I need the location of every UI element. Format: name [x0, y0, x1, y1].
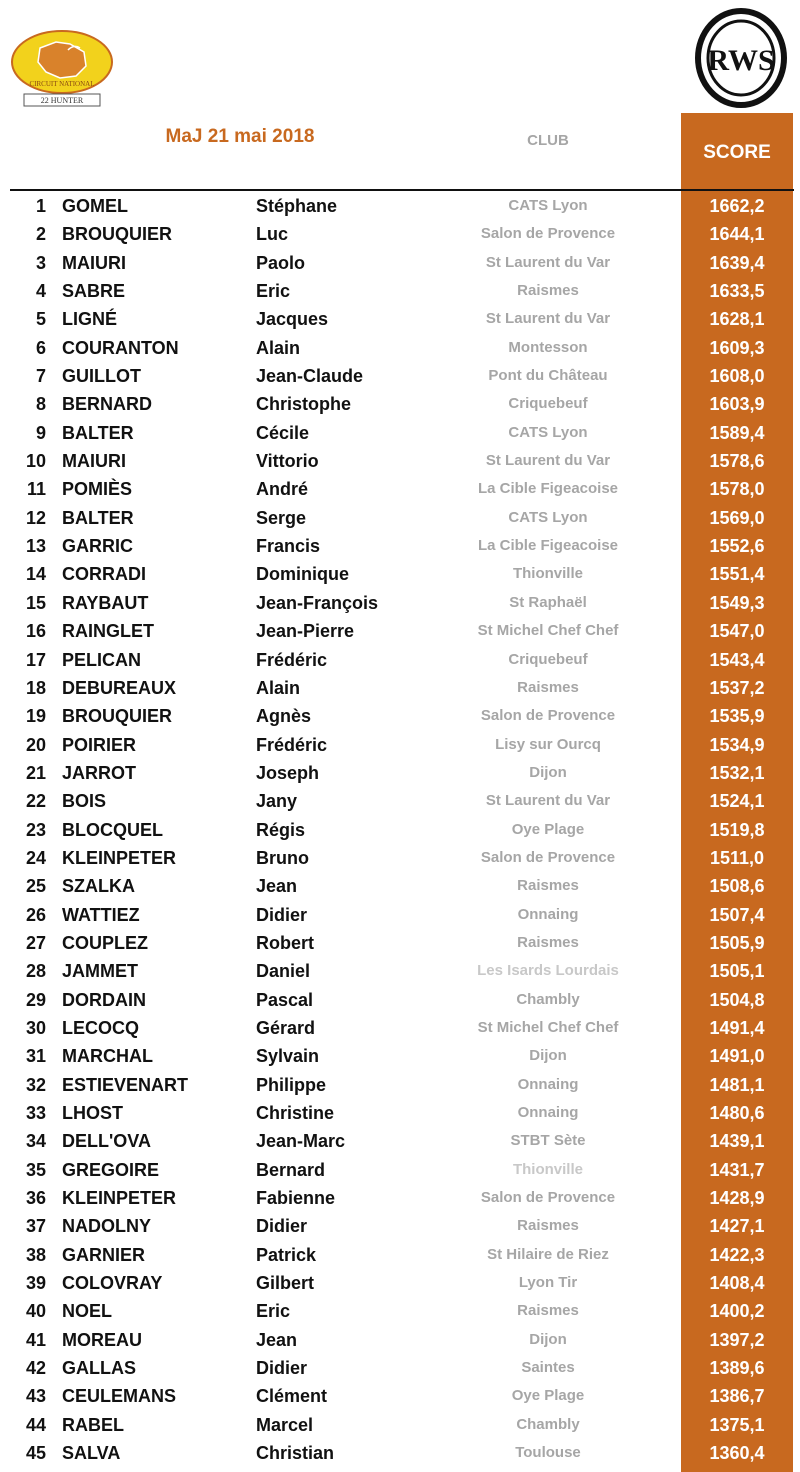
score-cell: 1491,0: [709, 1046, 765, 1067]
rws-logo: [694, 8, 788, 108]
rank-cell: 7: [35, 366, 46, 387]
last-name-cell: NOEL: [62, 1301, 113, 1322]
score-cell: 1552,6: [709, 536, 765, 557]
score-cell: 1519,8: [709, 819, 765, 840]
last-name-cell: CORRADI: [62, 564, 146, 585]
club-cell: St Laurent du Var: [485, 253, 611, 271]
rank-cell: 3: [35, 252, 46, 273]
score-column-header: SCORE: [703, 142, 771, 163]
score-cell: 1603,9: [709, 394, 765, 415]
last-name-cell: GALLAS: [62, 1358, 136, 1379]
club-cell: STBT Sète: [510, 1132, 586, 1150]
club-cell: Salon de Provence: [480, 1189, 616, 1207]
score-cell: 1569,0: [709, 507, 765, 528]
table-row: [0, 249, 800, 277]
last-name-cell: DORDAIN: [62, 989, 146, 1010]
rank-cell: 32: [25, 1074, 46, 1095]
table-row: [0, 674, 800, 702]
last-name-cell: SZALKA: [62, 876, 135, 897]
last-name-cell: JAMMET: [62, 961, 138, 982]
rank-cell: 15: [25, 592, 46, 613]
ranking-table: [0, 192, 800, 1467]
last-name-cell: BALTER: [62, 422, 134, 443]
last-name-cell: RAINGLET: [62, 621, 154, 642]
last-name-cell: MAIURI: [62, 451, 126, 472]
table-row: [0, 1354, 800, 1382]
score-cell: 1511,0: [709, 847, 765, 868]
table-row: [0, 957, 800, 985]
score-cell: 1491,4: [709, 1017, 765, 1038]
score-cell: 1439,1: [709, 1131, 765, 1152]
first-name-cell: Sylvain: [256, 1046, 320, 1067]
rank-cell: 45: [25, 1443, 46, 1464]
score-cell: 1589,4: [709, 422, 765, 443]
first-name-cell: Frédéric: [256, 649, 328, 670]
rank-cell: 16: [25, 621, 46, 642]
club-cell: Montesson: [508, 338, 588, 356]
club-cell: Dijon: [529, 763, 567, 781]
club-cell: Lyon Tir: [518, 1274, 578, 1292]
club-cell: Raismes: [517, 877, 579, 895]
first-name-cell: Pascal: [256, 989, 314, 1010]
score-cell: 1551,4: [709, 564, 765, 585]
rank-cell: 18: [25, 677, 46, 698]
rank-cell: 1: [35, 196, 46, 216]
last-name-cell: BOIS: [62, 791, 107, 812]
table-row: [0, 560, 800, 588]
table-row: [0, 816, 800, 844]
last-name-cell: BROUQUIER: [62, 706, 173, 727]
first-name-cell: Régis: [256, 819, 306, 840]
club-cell: Les Isards Lourdais: [477, 962, 619, 980]
table-row: [0, 872, 800, 900]
club-cell: Raismes: [517, 1217, 579, 1235]
score-cell: 1408,4: [709, 1273, 765, 1294]
rank-cell: 13: [25, 536, 46, 557]
circuit-national-logo: [10, 28, 118, 108]
club-cell: Dijon: [529, 1047, 567, 1065]
rank-cell: 21: [25, 762, 46, 783]
last-name-cell: RAYBAUT: [62, 592, 149, 613]
first-name-cell: Didier: [256, 1216, 308, 1237]
last-name-cell: GARNIER: [62, 1244, 146, 1265]
club-column-header: CLUB: [527, 132, 569, 149]
last-name-cell: LECOCQ: [62, 1017, 140, 1038]
table-row: [0, 589, 800, 617]
first-name-cell: Jacques: [256, 309, 329, 330]
last-name-cell: KLEINPETER: [62, 847, 177, 868]
first-name-cell: Bernard: [256, 1159, 326, 1180]
last-name-cell: LHOST: [62, 1103, 123, 1123]
club-cell: Lisy sur Ourcq: [495, 735, 601, 753]
score-cell: 1644,1: [709, 224, 765, 245]
rank-cell: 33: [25, 1103, 46, 1123]
table-row: [0, 220, 800, 248]
score-cell: 1534,9: [709, 734, 765, 755]
rank-cell: 29: [25, 989, 46, 1010]
table-row: [0, 447, 800, 475]
first-name-cell: Philippe: [256, 1074, 327, 1095]
table-row: [0, 504, 800, 532]
first-name-cell: Christian: [256, 1443, 335, 1464]
table-row: [0, 1042, 800, 1070]
score-cell: 1481,1: [709, 1074, 765, 1095]
last-name-cell: GARRIC: [62, 536, 133, 557]
table-row: [0, 305, 800, 333]
first-name-cell: Gérard: [256, 1017, 316, 1038]
rank-cell: 37: [25, 1216, 46, 1237]
header-divider: [10, 189, 794, 191]
first-name-cell: Eric: [256, 281, 291, 302]
club-cell: Chambly: [516, 990, 580, 1008]
first-name-cell: Jean-Pierre: [256, 621, 355, 642]
score-cell: 1578,0: [709, 479, 765, 500]
last-name-cell: LIGNÉ: [62, 309, 118, 330]
first-name-cell: Jean-Claude: [256, 366, 364, 387]
table-row: [0, 1382, 800, 1410]
first-name-cell: André: [256, 479, 309, 500]
club-cell: CATS Lyon: [508, 197, 588, 214]
table-row: [0, 759, 800, 787]
score-cell: 1547,0: [709, 621, 765, 642]
first-name-cell: Jean-François: [256, 592, 379, 613]
table-row: [0, 1212, 800, 1240]
club-cell: St Raphaël: [509, 593, 587, 611]
rank-cell: 2: [35, 224, 46, 245]
last-name-cell: NADOLNY: [62, 1216, 151, 1237]
rank-cell: 24: [25, 847, 46, 868]
update-date-title: MaJ 21 mai 2018: [165, 126, 315, 147]
svg-text:22 HUNTER: 22 HUNTER: [40, 96, 84, 105]
table-row: [0, 702, 800, 730]
last-name-cell: DEBUREAUX: [62, 677, 177, 698]
club-cell: Onnaing: [517, 905, 579, 923]
table-row: [0, 929, 800, 957]
svg-text:CIRCUIT NATIONAL: CIRCUIT NATIONAL: [29, 80, 95, 88]
rank-cell: 39: [25, 1273, 46, 1294]
last-name-cell: ESTIEVENART: [62, 1074, 189, 1095]
table-row: [0, 390, 800, 418]
last-name-cell: BERNARD: [62, 394, 152, 415]
table-row: [0, 617, 800, 645]
rank-cell: 4: [35, 281, 46, 302]
rank-cell: 27: [25, 932, 46, 953]
last-name-cell: PELICAN: [62, 649, 142, 670]
rank-cell: 10: [25, 451, 46, 472]
table-row: [0, 532, 800, 560]
rank-cell: 8: [35, 394, 46, 415]
first-name-cell: Eric: [256, 1301, 291, 1322]
club-cell: Onnaing: [517, 1075, 579, 1093]
score-cell: 1639,4: [709, 252, 765, 273]
score-cell: 1609,3: [709, 337, 765, 358]
rank-cell: 34: [25, 1131, 46, 1152]
table-row: [0, 787, 800, 815]
score-cell: 1628,1: [709, 309, 765, 330]
club-cell: Chambly: [516, 1415, 580, 1433]
score-cell: 1397,2: [709, 1329, 765, 1350]
club-cell: Thionville: [512, 1160, 583, 1178]
first-name-cell: Joseph: [256, 762, 320, 783]
first-name-cell: Vittorio: [256, 451, 319, 472]
score-cell: 1633,5: [709, 281, 765, 302]
last-name-cell: WATTIEZ: [62, 904, 140, 925]
table-row: [0, 1099, 800, 1127]
first-name-cell: Alain: [256, 337, 301, 358]
rank-cell: 22: [25, 791, 46, 812]
club-cell: Salon de Provence: [480, 225, 616, 243]
club-cell: St Michel Chef Chef: [477, 1018, 619, 1036]
club-cell: Raismes: [517, 282, 579, 300]
first-name-cell: Clément: [256, 1386, 328, 1407]
last-name-cell: CEULEMANS: [62, 1386, 177, 1407]
rank-cell: 6: [35, 337, 46, 358]
score-cell: 1505,9: [709, 932, 765, 953]
rank-cell: 36: [25, 1188, 46, 1209]
club-cell: Onnaing: [517, 1104, 579, 1121]
first-name-cell: Didier: [256, 1358, 308, 1379]
table-row: [0, 334, 800, 362]
rank-cell: 17: [25, 649, 46, 670]
score-cell: 1400,2: [709, 1301, 765, 1322]
rank-cell: 12: [25, 507, 46, 528]
club-cell: Saintes: [521, 1359, 575, 1377]
last-name-cell: MOREAU: [62, 1329, 142, 1350]
rank-cell: 44: [25, 1414, 46, 1435]
first-name-cell: Patrick: [256, 1244, 317, 1265]
score-cell: 1427,1: [709, 1216, 765, 1237]
club-cell: Raismes: [517, 678, 579, 696]
club-cell: Criquebeuf: [508, 395, 588, 413]
table-row: [0, 475, 800, 503]
club-cell: La Cible Figeacoise: [477, 537, 619, 555]
table-row: [0, 1014, 800, 1042]
first-name-cell: Jean-Marc: [256, 1131, 346, 1152]
table-row: [0, 986, 800, 1014]
rank-cell: 26: [25, 904, 46, 925]
club-cell: Salon de Provence: [480, 707, 616, 725]
last-name-cell: DELL'OVA: [62, 1131, 151, 1152]
club-cell: Dijon: [529, 1330, 567, 1348]
first-name-cell: Christine: [256, 1103, 335, 1123]
score-cell: 1422,3: [709, 1244, 765, 1265]
table-row: [0, 901, 800, 929]
last-name-cell: KLEINPETER: [62, 1188, 177, 1209]
last-name-cell: COLOVRAY: [62, 1273, 163, 1294]
club-cell: Toulouse: [515, 1444, 581, 1462]
first-name-cell: Didier: [256, 904, 308, 925]
rank-cell: 41: [25, 1329, 46, 1350]
club-cell: Raismes: [517, 1302, 579, 1320]
table-row: [0, 192, 800, 220]
score-cell: 1431,7: [709, 1159, 765, 1180]
score-cell: 1608,0: [709, 366, 765, 387]
first-name-cell: Fabienne: [256, 1188, 336, 1209]
last-name-cell: BROUQUIER: [62, 224, 173, 245]
first-name-cell: Bruno: [256, 847, 309, 868]
rank-cell: 40: [25, 1301, 46, 1322]
first-name-cell: Christophe: [256, 394, 352, 415]
score-cell: 1375,1: [709, 1414, 765, 1435]
rank-cell: 23: [25, 819, 46, 840]
table-row: [0, 1156, 800, 1184]
club-cell: St Laurent du Var: [485, 310, 611, 328]
rank-cell: 19: [25, 706, 46, 727]
rank-cell: 30: [25, 1017, 46, 1038]
score-cell: 1507,4: [709, 904, 765, 925]
last-name-cell: RABEL: [62, 1414, 124, 1435]
club-cell: La Cible Figeacoise: [477, 480, 619, 498]
last-name-cell: MARCHAL: [62, 1046, 153, 1067]
last-name-cell: GREGOIRE: [62, 1159, 160, 1180]
table-row: [0, 844, 800, 872]
club-cell: Salon de Provence: [480, 848, 616, 866]
first-name-cell: Paolo: [256, 252, 306, 273]
table-row: [0, 362, 800, 390]
last-name-cell: MAIURI: [62, 252, 126, 273]
rank-cell: 43: [25, 1386, 46, 1407]
club-cell: Pont du Château: [488, 367, 608, 385]
first-name-cell: Stéphane: [256, 196, 338, 216]
first-name-cell: Robert: [256, 932, 314, 953]
score-cell: 1549,3: [709, 592, 765, 613]
first-name-cell: Daniel: [256, 961, 311, 982]
rank-cell: 31: [25, 1046, 46, 1067]
last-name-cell: BALTER: [62, 507, 134, 528]
rank-cell: 42: [25, 1358, 46, 1379]
score-cell: 1504,8: [709, 989, 765, 1010]
score-cell: 1386,7: [709, 1386, 765, 1407]
rank-cell: 35: [25, 1159, 46, 1180]
last-name-cell: COURANTON: [62, 337, 179, 358]
score-cell: 1543,4: [709, 649, 765, 670]
table-row: [0, 1326, 800, 1354]
last-name-cell: POIRIER: [62, 734, 137, 755]
first-name-cell: Cécile: [256, 422, 310, 443]
first-name-cell: Jean: [256, 876, 298, 897]
table-row: [0, 1411, 800, 1439]
club-cell: St Hilaire de Riez: [487, 1245, 609, 1263]
table-row: [0, 1071, 800, 1099]
first-name-cell: Marcel: [256, 1414, 314, 1435]
table-row: [0, 1241, 800, 1269]
first-name-cell: Francis: [256, 536, 321, 557]
table-row: [0, 419, 800, 447]
table-row: [0, 1184, 800, 1212]
first-name-cell: Jean: [256, 1329, 298, 1350]
first-name-cell: Alain: [256, 677, 301, 698]
score-cell: 1535,9: [709, 706, 765, 727]
first-name-cell: Dominique: [256, 564, 349, 585]
last-name-cell: GUILLOT: [62, 366, 141, 387]
score-cell: 1524,1: [709, 791, 765, 812]
last-name-cell: SALVA: [62, 1443, 121, 1464]
last-name-cell: COUPLEZ: [62, 932, 149, 953]
score-cell: 1508,6: [709, 876, 765, 897]
table-row: [0, 1269, 800, 1297]
score-cell: 1662,2: [709, 196, 765, 216]
rank-cell: 11: [26, 479, 46, 500]
score-cell: 1505,1: [709, 961, 765, 982]
score-cell: 1389,6: [709, 1358, 765, 1379]
club-cell: Raismes: [517, 933, 579, 951]
last-name-cell: SABRE: [62, 281, 126, 302]
first-name-cell: Gilbert: [256, 1273, 315, 1294]
last-name-cell: POMIÈS: [62, 479, 133, 500]
last-name-cell: BLOCQUEL: [62, 819, 163, 840]
club-cell: St Michel Chef Chef: [477, 622, 619, 640]
last-name-cell: GOMEL: [62, 196, 128, 216]
rank-cell: 14: [25, 564, 46, 585]
first-name-cell: Frédéric: [256, 734, 328, 755]
club-cell: Criquebeuf: [508, 650, 588, 668]
rank-cell: 9: [35, 422, 46, 443]
club-cell: Oye Plage: [511, 1387, 585, 1405]
table-row: [0, 277, 800, 305]
table-row: [0, 646, 800, 674]
club-cell: St Laurent du Var: [485, 792, 611, 810]
first-name-cell: Jany: [256, 791, 298, 812]
table-row: [0, 731, 800, 759]
table-row: [0, 1127, 800, 1155]
club-cell: CATS Lyon: [508, 423, 588, 441]
table-row: [0, 1297, 800, 1325]
score-cell: 1578,6: [709, 451, 765, 472]
club-cell: Thionville: [512, 565, 583, 583]
rank-cell: 25: [25, 876, 46, 897]
score-cell: 1537,2: [709, 677, 765, 698]
score-cell: 1360,4: [709, 1443, 765, 1464]
first-name-cell: Agnès: [256, 706, 312, 727]
club-cell: Oye Plage: [511, 820, 585, 838]
first-name-cell: Luc: [256, 224, 289, 245]
rank-cell: 28: [25, 961, 46, 982]
club-cell: CATS Lyon: [508, 508, 588, 526]
score-cell: 1428,9: [709, 1188, 765, 1209]
rank-cell: 5: [35, 309, 46, 330]
club-cell: St Laurent du Var: [485, 452, 611, 470]
last-name-cell: JARROT: [62, 762, 137, 783]
svg-text:RWS: RWS: [707, 44, 775, 77]
score-cell: 1532,1: [709, 762, 765, 783]
first-name-cell: Serge: [256, 507, 307, 528]
table-row: [0, 1439, 800, 1467]
score-cell: 1480,6: [709, 1103, 765, 1123]
rank-cell: 20: [25, 734, 46, 755]
rank-cell: 38: [25, 1244, 46, 1265]
